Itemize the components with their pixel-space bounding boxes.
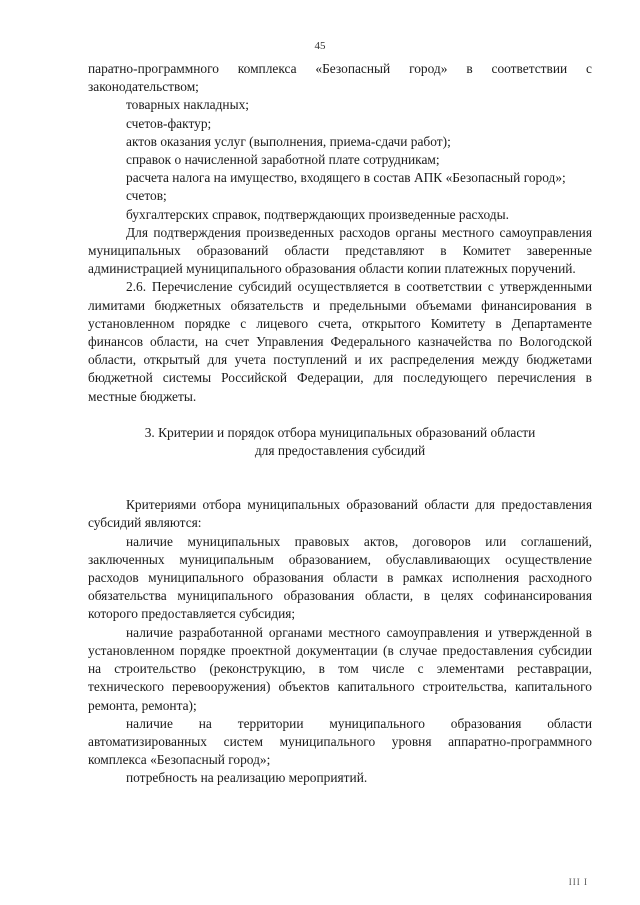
list-item: счетов-фактур; [126, 115, 212, 131]
paragraph: паратно-программного комплекса «Безопасный город» в соответствии с законодательством; [88, 61, 592, 95]
paragraph: Для подтверждения произведенных расходов органы местного самоуправления муниципальных образований области представляют в Комитет заверенные администрацией муниципального образования области копии платежных поручений. [88, 224, 592, 277]
list-item: наличие разработанной органами местного самоуправления и утвержденной в установленном порядке проектной документации (в случае предоставления субсидии на строительство (реконструкцию, в том числе с элементами реставрации, технического перевооружения) объектов капитального строительства, капитального ремонта, ремонта); [88, 624, 592, 713]
list-item: актов оказания услуг (выполнения, приема-сдачи работ); [126, 133, 451, 149]
document-body [88, 60, 592, 788]
paragraph: Критериями отбора муниципальных образований области для предоставления субсидий являются: [88, 497, 592, 531]
list-item: наличие на территории муниципального образования области автоматизированных систем муниципального уровня аппаратно-программного комплекса «Безопасный город»; [88, 715, 592, 768]
section-heading-line-1: 3. Критерии и порядок отбора муниципальных образований области [144, 424, 536, 440]
section-heading-line-2: для предоставления субсидий [254, 443, 426, 459]
spacer [88, 406, 592, 424]
paragraph: 2.6. Перечисление субсидий осуществляется в соответствии с утвержденными лимитами бюджетных обязательств и предельными объемами финансирования в установленном порядке с лицевого счета, открытого Комитету в Департаменте финансов области, на счет Управления Федерального казначейства по Вологодской области, открытый для учета поступлений и их распределения между бюджетами бюджетной системы Российской Федерации, для последующего перечисления в местные бюджеты. [88, 279, 592, 404]
list-item: потребность на реализацию мероприятий. [126, 770, 368, 786]
section-heading [88, 424, 592, 460]
paragraphs-bottom [88, 496, 592, 787]
list-item: бухгалтерских справок, подтверждающих произведенные расходы. [126, 206, 509, 222]
list-item: справок о начисленной заработной плате сотрудникам; [126, 152, 440, 168]
spacer [88, 460, 592, 496]
footer-mark: III I [568, 877, 588, 887]
page-number: 45 [314, 40, 326, 52]
list-item: наличие муниципальных правовых актов, договоров или соглашений, заключенных муниципальным образованием, обуславливающих осуществление расходов муниципального образования области в рамках исполнения расходного обязательства муниципального образования области, в целях софинансирования которого предоставляется субсидия; [88, 533, 592, 622]
list-item: товарных накладных; [126, 97, 249, 113]
paragraphs-top [88, 60, 592, 406]
list-item: расчета налога на имущество, входящего в состав АПК «Безопасный город»; [126, 170, 566, 186]
list-item: счетов; [126, 188, 167, 204]
